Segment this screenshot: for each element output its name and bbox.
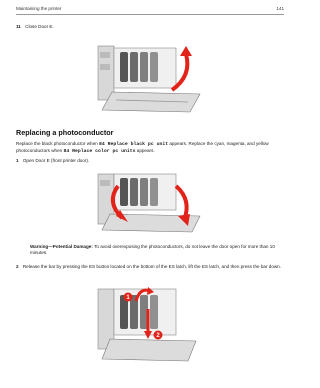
header-section-title: Maintaining the printer bbox=[16, 6, 62, 11]
step-2-text: Release the bar by pressing the ES button located on the bottom of the ES latch, lift the ES latch, and then press the bar down. bbox=[22, 264, 282, 269]
intro-text-3: appears. bbox=[135, 148, 155, 153]
figure-release-bar bbox=[96, 283, 208, 365]
figure-close-door bbox=[96, 42, 208, 116]
figure-open-door bbox=[96, 172, 208, 236]
message-black-pc: 84 Replace black pc unit bbox=[99, 142, 169, 147]
step-11-number: 11 bbox=[16, 24, 21, 29]
callout-2-label: 2 bbox=[156, 333, 160, 340]
step-1-text: Open Door E (front printer door). bbox=[22, 158, 90, 163]
warning-text: To avoid overexposing the photoconductors, do not leave the door open for more than 10 minutes. bbox=[30, 244, 275, 255]
header-page-number: 141 bbox=[276, 6, 284, 11]
step-1-number: 1 bbox=[16, 158, 19, 163]
intro-text-1: Replace the black photoconductor when bbox=[16, 141, 99, 146]
message-color-pc: 84 Replace color pc units bbox=[63, 149, 136, 154]
step-2-number: 2 bbox=[16, 264, 19, 269]
section-heading: Replacing a photoconductor bbox=[16, 128, 114, 137]
step-11-text: Close Door E. bbox=[25, 24, 54, 29]
warning-label: Warning—Potential Damage: bbox=[30, 244, 93, 249]
release-bar-illustration bbox=[96, 283, 208, 365]
callout-1-label: 1 bbox=[126, 295, 130, 302]
warning-note bbox=[30, 244, 284, 256]
printer-door-opening-illustration bbox=[96, 172, 208, 236]
step-2 bbox=[16, 264, 284, 270]
step-1 bbox=[16, 158, 89, 164]
printer-door-closing-illustration bbox=[96, 42, 208, 116]
intro-paragraph bbox=[16, 141, 284, 155]
step-11 bbox=[16, 24, 54, 30]
intro-text-2: appears. Replace the cyan, magenta, and yellow photoconductors when bbox=[16, 141, 269, 153]
header-rule bbox=[16, 14, 284, 15]
